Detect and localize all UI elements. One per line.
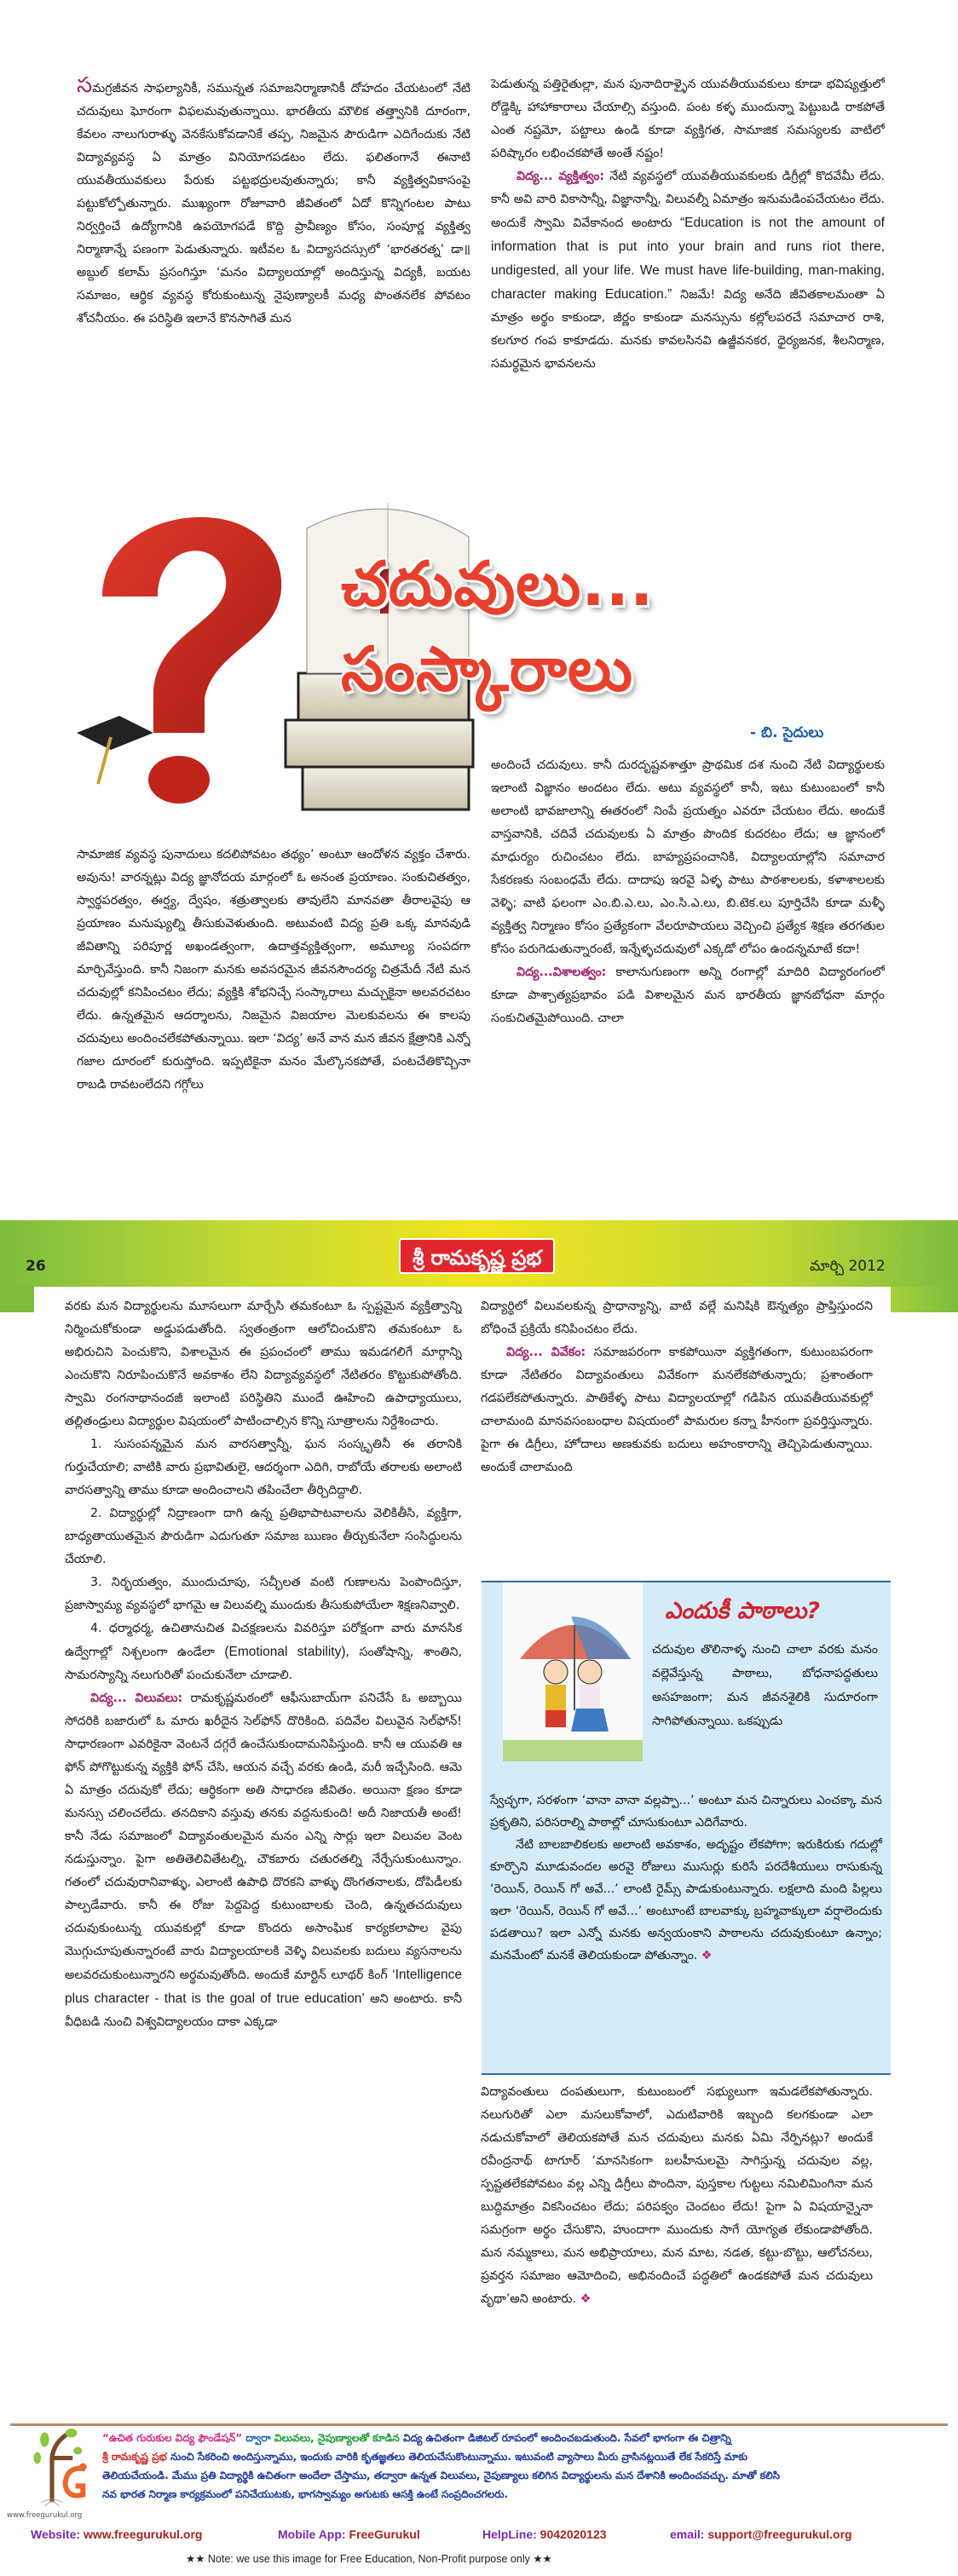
paragraph: పెడుతున్న పత్తిరైతుల్లా, మన పునాదిరాళ్ళైన యువతీయువకులు కూడా భవిష్యత్తులో రోడ్డెక్కి హాహాకారాలు చేయాల్సి వస్తుంది. పంట కళ్ళ ముందున్నా పెట్టుబడి రాకపోతే ఎంత నష్టమో, పట్టాలు ఉండి కూడా వ్యక్తిగత, సామాజిక సమస్యలకు వాటిలో పరిష్కారం లభించకపోతే అంతే నష్టం! <box>491 78 885 160</box>
page-number: 26 <box>26 1258 46 1275</box>
paragraph: విద్యార్థిలో విలువలకున్న ప్రాధాన్యాన్ని, వాటి వల్లే మనిషికి ఔన్నత్యం ప్రాప్తిస్తుందని బోధించే ప్రక్రియే కనిపించటం లేదు. <box>481 1300 873 1336</box>
article-column-top-left <box>77 77 470 469</box>
vivekananda-quote: “Education is not the amount of information that is put into your brain and runs riot there, undigested, all your life. We must have life-building, man-making, character making Education.” <box>491 216 885 302</box>
footer-text-segment: నుంచి సేకరించి అందిస్తున్నాము, ఇందుకు వారికి కృతజ్ఞతలు తెలియచేసుకొంటున్నాము. ఇటువంటి వ్యాసాలు మీరు వ్రాసినట్లయితే లేక సేకరిస్తే మాకు <box>166 2451 747 2463</box>
end-mark-icon: ❖ <box>701 1949 713 1962</box>
drop-cap: స <box>77 77 93 98</box>
email-label: email: <box>670 2527 705 2541</box>
logo-url: www.freegurukul.org <box>7 2511 83 2520</box>
paragraph: రామకృష్ణమఠంలో ఆఫీసుబాయ్‌గా పనిచేసే ఓ అబ్బాయి సోదరికి బజారులో ఓ మారు ఖరీదైన సెల్‌ఫోన్ దొరికింది. పదివేల విలువైన సెల్‌ఫోన్! సాధారణంగా ఎవరికైనా వెంటనే దగ్గరే ఉంచేసుకుందామనిపిస్తుంది. కానీ ఆ యువతి ఆ ఫోన్ పోగొట్టుకున్న వ్యక్తికి ఫోన్ చేసి, ఆయన వచ్చే వరకు ఉండి, మరీ ఇచ్చేసింది. ఆమె ఏ మాత్రం చదువుకో లేదు; ఆర్థికంగా అతి సాధారణ జీవితం. అయినా క్షణం కూడా మనస్సు చలించలేదు. తనదికాని వస్తువు తనకు వద్దనుకుంది! అదీ నిజాయతీ అంటే! కానీ నేడు సమాజంలో విద్యావంతులమైన మనం ఎన్ని సార్లు ఇలా విలువల వెంట నడుస్తున్నాం. పైగా అతితెలివితేటల్ని, చౌకబారు చతురతల్ని నేర్చేసుకుంటున్నాం. గతంలో చదువురానివాళ్ళు, ఎలాంటి ఉపాధి దొరకని వాళ్ళు దొంగతనాలకు, దోపిడీలకు పాల్పడేవారు. కానీ ఈ రోజు పెద్దపెద్ద కుటుంబాలకు చెంది, ఉన్నతచదువులు చదువుకుంటున్న యువకుల్లో కూడా కొందరు అసాంఘిక కార్యకలాపాల వైపు మొగ్గుచూపుతున్నారంటే వారు విద్యాలయాలకి వెళ్ళి విలువలకు బదులు వ్యసనాలను అలవరచుకుంటున్నారని అర్థమవుతోంది. అందుకే మార్టిన్ లూథర్ కింగ్ <box>65 1691 462 1982</box>
footer-notice <box>102 2429 950 2504</box>
footer-text-segment: ద్వారా <box>242 2432 274 2444</box>
contact-bar <box>31 2527 951 2544</box>
sidebar-text: నేటి బాలబాలికలకు అలాంటి అవకాశం, అదృష్టం లేకపోగా; ఇరుకిరుకు గదుల్లో కూర్చొని మూడువందల అరవై రోజులు ముసుర్లు కురిసే పరదేశీయులు రాసుకున్న ‘రెయిన్, రెయిన్ గో అవే...’ లాంటి రైమ్స్ పాడుకుంటున్నారు. లక్షలాది మంది పిల్లలు ఇలా ‘రెయిన్, రెయిన్ గో అవే...’ అంటూంటే బాలవాక్కు బ్రహ్మవాక్కులా వర్షాలెందుకు పడతాయి? ఇలా ఎన్నో మనకు అన్వయంకాని పాఠాలను చదువుకుంటూ ఉన్నాం; మనమేంటో మనకే తెలియకుండా పోతున్నాం. <box>490 1838 882 1962</box>
usage-note: ★★ Note: we use this image for Free Education, Non-Profit purpose only ★★ <box>186 2553 552 2565</box>
footer-text-segment: తెలియచేయండి. మేము ప్రతి విద్యార్థికి ఉచితంగా అందేలా చేస్తాము, తద్వారా ఉన్నత విలువలు, నైపుణ్యాలు కలిగిన విద్యార్థులను మన దేశానికి అందించవచ్చు. మాతో కలిసి <box>102 2469 781 2481</box>
emotional-stability-term: (Emotional stability) <box>224 1645 346 1659</box>
mobile-app-name[interactable]: FreeGurukul <box>349 2527 420 2541</box>
paragraph: వరకు మన విద్యార్థులను మూసలుగా మార్చేసి తమకంటూ ఓ స్పష్టమైన వ్యక్తిత్వాన్ని నిర్మించుకోకుండా అడ్డుపడుతోంది. స్వతంత్రంగా ఆలోచించుకొని తమకంటూ ఓ అభిరుచిని పెంచుకొని, విశాలమైన ఈ ప్రపంచంలో తాము ఇమడగలిగే మార్గాన్ని ఎంచుకొని నిరూపించుకొనే అవకాశం లేని విద్యావ్యవస్థలో నేటితరం కొట్టుకుపోతోంది. స్వామి రంగనాథానందజీ ఇలాంటి పరిస్థితిని ముందే ఊహించి ఉపాధ్యాయులు, తల్లితండ్రులు విద్యార్థుల విషయంలో పాటించాల్సిన కొన్ని సూత్రాలను నిర్దేశించారు. <box>65 1300 462 1428</box>
website-label: Website: <box>31 2527 81 2541</box>
footer-text-segment: విలువలు, నైపుణ్యాలతో కూడిన <box>274 2432 403 2444</box>
helpline-label: HelpLine: <box>482 2527 537 2541</box>
freegurukul-logo <box>17 2429 98 2510</box>
sidebar-title: ఎందుకీ పాఠాలు? <box>665 1598 821 1624</box>
magazine-credit: శ్రీ రామకృష్ణ ప్రభ <box>102 2451 167 2463</box>
mobile-app-label: Mobile App: <box>278 2527 346 2541</box>
sidebar-text: చదువుల తొలినాళ్ళ నుంచి చాలా వరకు మనం వల్లెవేస్తున్న పాఠాలు, బోధనాపద్ధతులు అసహజంగా; మన జీవనశైలికి సుదూరంగా సాగిపోతున్నాయి. ఒకప్పుడు <box>652 1643 878 1728</box>
band-accent-right <box>891 1287 958 1312</box>
paragraph: సామాజిక వ్యవస్థ పునాదులు కదలిపోవటం తథ్యం’ అంటూ ఆందోళన వ్యక్తం చేశారు. అవును! వారన్నట్లు విద్య జ్ఞానోదయ మార్గంలో ఓ అనంత ప్రయాణం. సంకుచితత్వం, స్వార్థపరత్వం, ఈర్ష్య, ద్వేషం, శత్రుత్వాలకు తావులేని మానవతా తీరాలవైపు ఆ ప్రయాణం మనుష్యుల్ని తీసుకువెళుతుంది. అటువంటి విద్య ప్రతి ఒక్క మానవుడి జీవితాన్ని పరిపూర్ణ అఖండత్వంగా, ఉదాత్తవ్యక్తిత్వంగా, అమూల్య సంపదగా మార్చివేస్తుంది. కానీ నిజంగా మనకు అవసరమైన జీవనసౌందర్య చిత్రమేదీ నేటి మన చదువుల్లో కనిపించటం లేదు; వ్యక్తికి శోభనిచ్చే సంస్కారాలు మచ్చుకైనా అలవరచటం లేదు. ఉన్నతమైన ఆదర్శాలను, నిజమైన విజయాల మెలకువలను ఈ కాలపు చదువులు అందించలేకపోతున్నాయి. ఇలా ‘విద్య’ అనే వాన మన జీవన క్షేత్రానికి ఎన్నో గజాల దూరంలో కురుస్తోంది. ఇప్పటికైనా మనం మేల్కొనకపోతే, పంటచేతికొచ్చినా రాబడి రావటంలేదని గగ్గోలు <box>77 848 470 1092</box>
list-item: 2. విద్యార్థుల్లో నిద్రాణంగా దాగి ఉన్న ప్రతిభాపాటవాలను వెలికితీసి, వ్యక్తిగా, బాధ్యతాయుతమైన పౌరుడిగా ఎదుగుతూ సమాజ ఋణం తీర్చుకునేలా సంసిద్ధులను చేయాలి. <box>65 1507 462 1566</box>
article-column-bottom-right-bottom <box>481 2081 873 2418</box>
sidebar-paragraph <box>652 1638 878 1733</box>
subheading-education-broadness: విద్య...విశాలత్వం: <box>517 965 607 979</box>
article-column-mid-left <box>77 844 470 1212</box>
children-umbrella-illustration <box>503 1582 643 1761</box>
band-accent-left <box>0 1287 34 1312</box>
paragraph: అని అంటారు. కానీ వీధిబడి నుంచి విశ్వవిద్యాలయం దాకా ఎక్కడా <box>65 1992 462 2029</box>
sidebar-text: స్వేచ్ఛగా, సరళంగా ‘వానా వానా వల్లప్పా...’ అంటూ మన చిన్నారులు ఎంచక్కా మన ప్రకృతిని, పరిసరాల్ని పాఠాల్లో చూసుకుంటూ ఎదిగేవారు. <box>490 1794 882 1830</box>
list-item <box>65 1617 462 1687</box>
question-mark-icon <box>102 517 281 804</box>
helpline-number[interactable]: 9042020123 <box>540 2527 607 2541</box>
paragraph: కాలానుగుణంగా అన్ని రంగాల్లో మాదిరి విద్యారంగంలో కూడా పాశ్చాత్యప్రభావం పడి విశాలమైన మన భారతీయ జ్ఞానబోధనా మార్గం సంకుచితమైపోయింది. చాలా <box>491 965 885 1025</box>
footer-text-segment: నవ భారత నిర్మాణ కార్యక్రమంలో పనిచేయుటకు, భాగస్వామ్యం అగుటకు ఆసక్తి ఉంటే సంప్రదించగలరు. <box>102 2488 509 2500</box>
article-title-line1: చదువులు... <box>341 548 655 620</box>
footer-divider <box>10 2423 948 2426</box>
issue-date: మార్చి 2012 <box>810 1258 886 1275</box>
subheading-education-values: విద్య... విలువలు: <box>90 1691 183 1705</box>
footer-text-segment: విద్య ఉచితంగా డిజిటల్ రూపంలో అందించబడుతుంది. సేవలో భాగంగా ఈ చిత్రాన్ని <box>402 2432 731 2444</box>
article-column-bottom-right-top <box>481 1295 873 1576</box>
paragraph: విద్యావంతులు దంపతులుగా, కుటుంబంలో సభ్యులుగా ఇమడలేకపోతున్నారు. నలుగురితో ఎలా మసలుకోవాలో, ఎదుటివారికి ఇబ్బంది కలగకుండా ఎలా నడుచుకోవాలో తెలియకపోతే మన చదువులు మనకు ఏమి నేర్పినట్లు? అందుకే రవీంద్రనాథ్ టాగూర్ ‘మానసికంగా బలహీనులమై సాగిస్తున్న చదువుల వల్ల, స్పష్టతలేకపోవటం వల్ల ఎన్ని డిగ్రీలు పొందినా, పుస్తకాల గుట్టలు నమిలిమింగినా మన బుద్ధిమాత్రం వికసించటం లేదు; పరిపక్వం చెందటం లేదు! పైగా ఏ విషయాన్నైనా సమగ్రంగా అర్థం చేసుకొని, హుందాగా ముందుకు సాగే యోగ్యత లేకుండాపోతోంది. మన నమ్మకాలు, మన అభిప్రాయాలు, మన మాట, నడత, కట్టు-బొట్టు, ఆలోచనలు, ప్రవర్తన సమాజం ఆమోదించి, అభినందించే పద్ధతిలో ఉండకపోతే మన చదువులు వృథా’అని అంటారు. <box>481 2085 873 2306</box>
list-item-text: 4. ధర్మాధర్మ, ఉచితానుచిత విచక్షణలను వివరిస్తూ పరోక్షంగా వారు మానసిక ఉద్వేగాల్లో నిశ్చలంగా ఉండేలా <box>65 1622 462 1659</box>
article-column-mid-right <box>491 754 885 1214</box>
article-title-line2: సంస్కారాలు <box>341 633 633 705</box>
article-author: - బి. సైదులు <box>750 724 824 741</box>
paragraph: నేటి వ్యవస్థలో యువతీయువకులకు డిగ్రీల్లో కొదవేమీ లేదు. కానీ అవి వారి వికాసాన్నీ, విజ్ఞానాన్నీ, విలువల్నీ ఏమాత్రం ఇనుమడింపచేయటం లేదు. అందుకే స్వామి వివేకానంద అంటారు <box>491 170 885 230</box>
paragraph: నిజమే! విద్య అనేది జీవితకాలమంతా ఏ మాత్రం అర్థం కాకుండా, జీర్ణం కాకుండా మనస్సును కల్లోలపరచే సమాచార రాశి, కలగూర గంప కాకూడదు. మనకు కావలసినవి ఉజ్జీవనకర, ధైర్యజనక, శీలనిర్మాణ, సమర్థమైన భావనలను <box>491 288 885 371</box>
subheading-education-wisdom: విద్య... వివేకం: <box>506 1346 586 1359</box>
mlk-quote: ‘Intelligence plus character - that is the goal of true education’ <box>65 1968 462 2006</box>
paragraph: మగ్రజీవన సాఫల్యానికీ, సమున్నత సమాజనిర్మాణానికీ దోహదం చేయటంలో నేటి చదువులు ఘోరంగా విఫలమవుతున్నాయి. భారతీయ మౌలిక తత్త్వానికి దూరంగా, కేవలం నాలుగురాళ్ళు వెనకేసుకోవడానికే తప్ప, నిజమైన పౌరుడిగా ఎదిగేందుకు నేటి విద్యావ్యవస్థ ఏ మాత్రం వినియోగపడటం లేదు. ఫలితంగానే ఈనాటి యువతీయువకులు పేరుకు పట్టభద్రులవుతున్నారు; కానీ వ్యక్తిత్వవికాసంపై పట్టుకోల్పోతున్నారు. ముఖ్యంగా రోజూవారి జీవితంలో ఏదో కొన్నిగంటల పాటు నిర్వర్తించే ఉద్యోగానికి ఉపయోగపడే కొద్ది ప్రావీణ్యం కోసం, సంపూర్ణ వ్యక్తిత్వ నిర్మాణాన్నే పణంగా పెడుతున్నారు. ఇటీవల ఓ విద్యాసదస్సులో ‘భారతరత్న’ డా॥ అబ్దుల్ కలామ్ ప్రసంగిస్తూ ‘మనం విద్యాలయాల్లో అందిస్తున్న విద్యకీ, బయట సమాజం, ఆర్థిక వ్యవస్థ కోరుకుంటున్న నైపుణ్యాలకీ మధ్య పొంతనలేక పోవటం శోచనీయం. ఈ పరిస్థితి ఇలానే కొనసాగితే మన <box>77 82 470 326</box>
paragraph: అందించే చదువులు. కానీ దురదృష్టవశాత్తూ ప్రాథమిక దశ నుంచి నేటి విద్యార్థులకు ఇలాంటి విజ్ఞానం అందటం లేదు. అటు వ్యవస్థలో కానీ, ఇటు కుటుంబంలో కానీ అలాంటి భావజాలాన్ని ఈతరంలో నింపే ప్రయత్నం ఎవరూ చేయటం లేదు. అందుకే వాస్తవానికి, చదివే చదువులకు ఏ మాత్రం పొందిక కుదరటం లేదు; ఆ జ్ఞానంలో మాధుర్యం రుచించటం లేదు. బాహ్యప్రపంచానికి, విద్యాలయాల్లోని సమాచార సేకరణకు సంబంధమే లేదు. దాదాపు ఇరవై ఏళ్ళ పాటు పాఠశాలలకు, కళాశాలలకు వెళ్ళి; వాటి ఫలంగా ఎం.బి.ఎ.లు, ఎం.సి.ఎ.లు, బి.టెక.లు పూర్తిచేసి కూడా మళ్ళీ వ్యక్తిత్వ నిర్మాణం కోసం ప్రత్యేకంగా వేలరూపాయలు వెచ్చించి ప్రత్యేక శిక్షణ తరగతుల కోసం పరుగెడుతున్నారంటే, ఇన్నేళ్ళచదువులో ఎక్కడో లోపం ఉందన్నమాటే కదా! <box>491 758 885 956</box>
graduation-cap-icon <box>77 716 153 784</box>
foundation-name: “ఉచిత గురుకుల విద్య ఫౌండేషన్” <box>102 2432 243 2444</box>
list-item: 3. నిర్భయత్వం, ముందుచూపు, సచ్ఛీలత వంటి గుణాలను పెంపొందిస్తూ, ప్రజాస్వామ్య వ్యవస్థలో భాగమై ఆ విలువల్ని ముందుకు తీసుకుపోయేలా శిక్షణనివ్వాలి. <box>65 1576 462 1612</box>
list-item: 1. సుసంపన్నమైన మన వారసత్వాన్నీ, ఘన సంస్కృతినీ ఈ తరానికి గుర్తుచేయాలి; వాటికి వారు ప్రభావితులై, ఆదర్శంగా ఎదిగి, రాబోయే తరాలకు అలాంటి వారసత్వాన్ని తాము కూడా అందించాలని తపించేలా తీర్చిదిద్దాలి. <box>65 1438 462 1497</box>
email-link[interactable]: support@freegurukul.org <box>707 2527 852 2541</box>
magazine-title: శ్రీ రామకృష్ణ ప్రభ <box>399 1238 555 1274</box>
paragraph: సమాజపరంగా కాకపోయినా వ్యక్తిగతంగా, కుటుంబపరంగా కూడా నేటితరం విద్యావంతులు వివేకంగా మనలేకపోతున్నారు; ప్రశాంతంగా గడపలేకపోతున్నారు. పాతికేళ్ళ పాటు విద్యాలయాల్లో గడిపిన యువతీయువకుల్లో చాలామంది మానవసంబంధాల విషయంలో పామరుల కన్నా హీనంగా ప్రవర్తిస్తున్నారు. పైగా ఈ డిగ్రీలు, హోదాలు అణకువకు బదులు అహంకారాన్ని తెచ్చిపెడుతున్నాయి. అందుకే చాలామంది <box>481 1346 873 1474</box>
subheading-education-personality: విద్య... వ్యక్తిత్వం: <box>517 170 605 183</box>
end-mark-icon: ❖ <box>580 2292 592 2306</box>
website-link[interactable]: www.freegurukul.org <box>83 2527 203 2541</box>
article-column-top-right <box>491 73 885 533</box>
article-column-bottom-left <box>65 1295 462 2418</box>
list-item-text: , సంతోషాన్ని, శాంతిని, సామరస్యాన్ని నలుగురితో పంచుకునేలా చూడాలి. <box>65 1645 462 1682</box>
sidebar-paragraph <box>490 1789 882 1967</box>
